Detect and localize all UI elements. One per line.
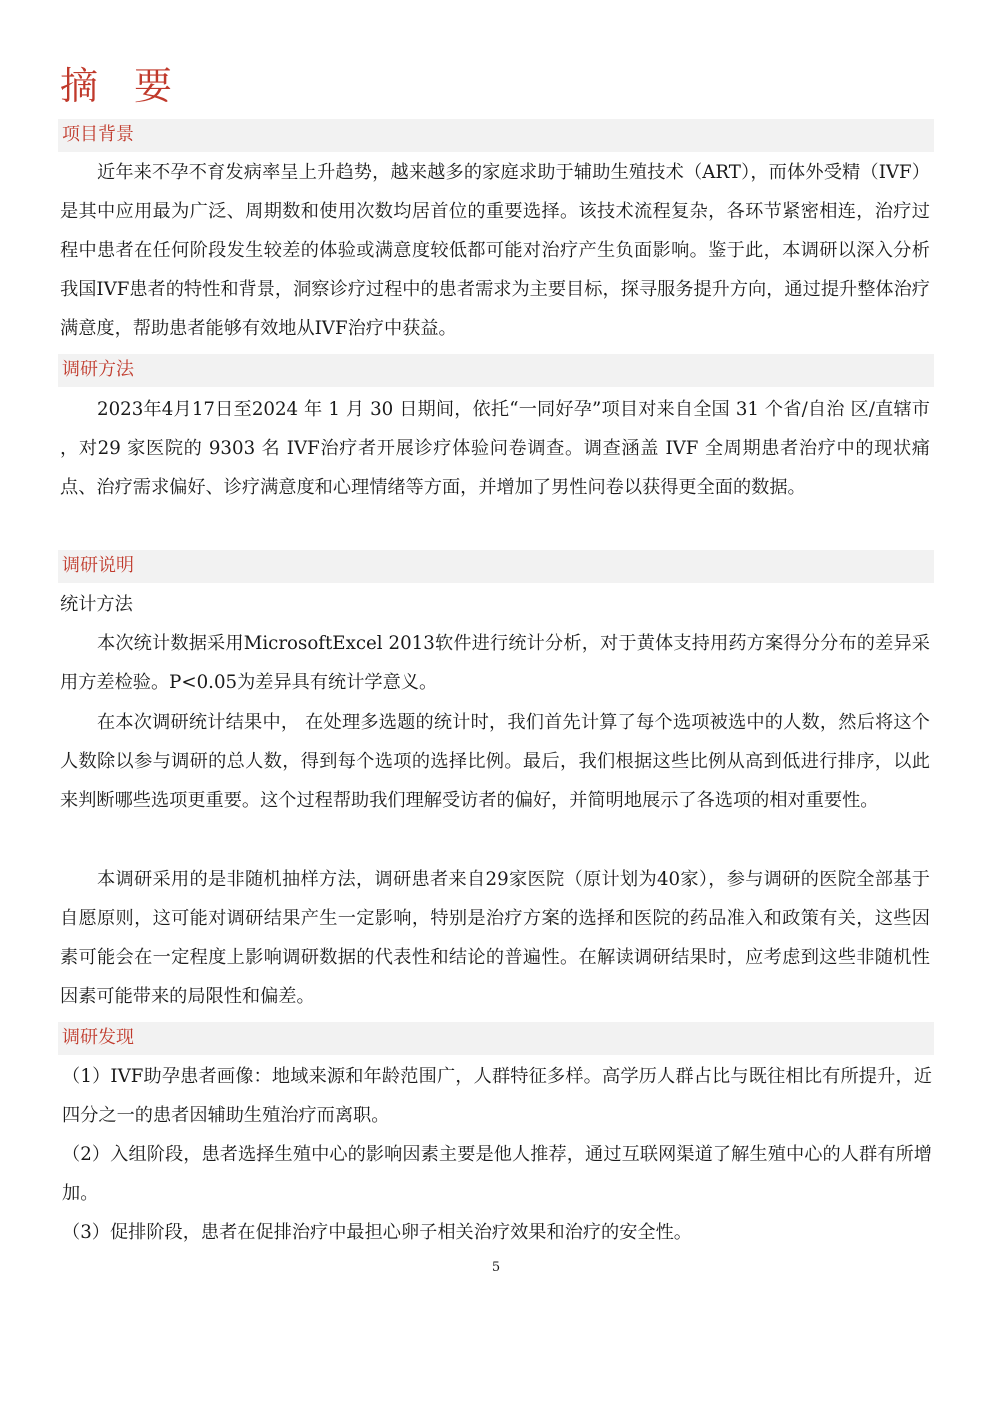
title-char-1: 摘 [60, 64, 99, 108]
subheading-statistics-method: 统计方法 [60, 594, 133, 615]
background-paragraph: 近年来不孕不育发病率呈上升趋势，越来越多的家庭求助于辅助生殖技术（ART），而体外受精（IVF）是其中应用最为广泛、周期数和使用次数均居首位的重要选择。该技术流程复杂，各环节紧密相连，治疗过程中患者在任何阶段发生较差的体验或满意度较低都可能对治疗产生负面影响。鉴于此，本调研以深入分析我国IVF患者的特性和背景，洞察诊疗过程中的患者需求为主要目标，探寻服务提升方向，通过提升整体治疗满意度，帮助患者能够有效地从IVF治疗中获益。 [60, 162, 930, 339]
section-heading-background: 项目背景 [62, 124, 134, 145]
notes-paragraph-1: 本次统计数据采用MicrosoftExcel 2013软件进行统计分析，对于黄体支持用药方案得分分布的差异采用方差检验。P<0.05为差异具有统计学意义。 [60, 633, 930, 693]
section-heading-band-findings [58, 1022, 934, 1055]
section-heading-band-method [58, 354, 934, 387]
notes-paragraph-3: 本调研采用的是非随机抽样方法，调研患者来自29家医院（原计划为40家），参与调研的医院全部基于自愿原则，这可能对调研结果产生一定影响，特别是治疗方案的选择和医院的药品准入和政策有关，这些因素可能会在一定程度上影响调研数据的代表性和结论的普遍性。在解读调研结果时，应考虑到这些非随机性因素可能带来的局限性和偏差。 [60, 869, 930, 1007]
page-number: 5 [491, 1260, 501, 1275]
title-char-2: 要 [134, 64, 173, 108]
notes-paragraph-2: 在本次调研统计结果中， 在处理多选题的统计时，我们首先计算了每个选项被选中的人数，然后将这个人数除以参与调研的总人数，得到每个选项的选择比例。最后，我们根据这些比例从高到低进行排序，以此来判断哪些选项更重要。这个过程帮助我们理解受访者的偏好，并简明地展示了各选项的相对重要性。 [60, 712, 930, 811]
section-heading-band-background [58, 119, 934, 152]
section-heading-method: 调研方法 [62, 359, 134, 380]
method-paragraph: 2023年4月17日至2024 年 1 月 30 日期间，依托“一同好孕”项目对来自全国 31 个省/自治 区/直辖市 ，对29 家医院的 9303 名 IVF治疗者开展诊疗体验问卷调查。调查涵盖 IVF 全周期患者治疗中的现状痛点、治疗需求偏好、诊疗满意度和心理情绪等方面，并增加了男性问卷以获得更全面的数据。 [60, 399, 930, 498]
page-title [60, 62, 172, 110]
section-heading-band-notes [58, 550, 934, 583]
section-heading-notes: 调研说明 [62, 555, 134, 576]
finding-item-1: （1）IVF助孕患者画像：地域来源和年龄范围广，人群特征多样。高学历人群占比与既往相比有所提升，近四分之一的患者因辅助生殖治疗而离职。 [62, 1066, 932, 1126]
finding-item-3: （3）促排阶段，患者在促排治疗中最担心卵子相关治疗效果和治疗的安全性。 [62, 1222, 692, 1243]
section-heading-findings: 调研发现 [62, 1027, 134, 1048]
finding-item-2: （2）入组阶段，患者选择生殖中心的影响因素主要是他人推荐，通过互联网渠道了解生殖中心的人群有所增加。 [62, 1144, 932, 1204]
